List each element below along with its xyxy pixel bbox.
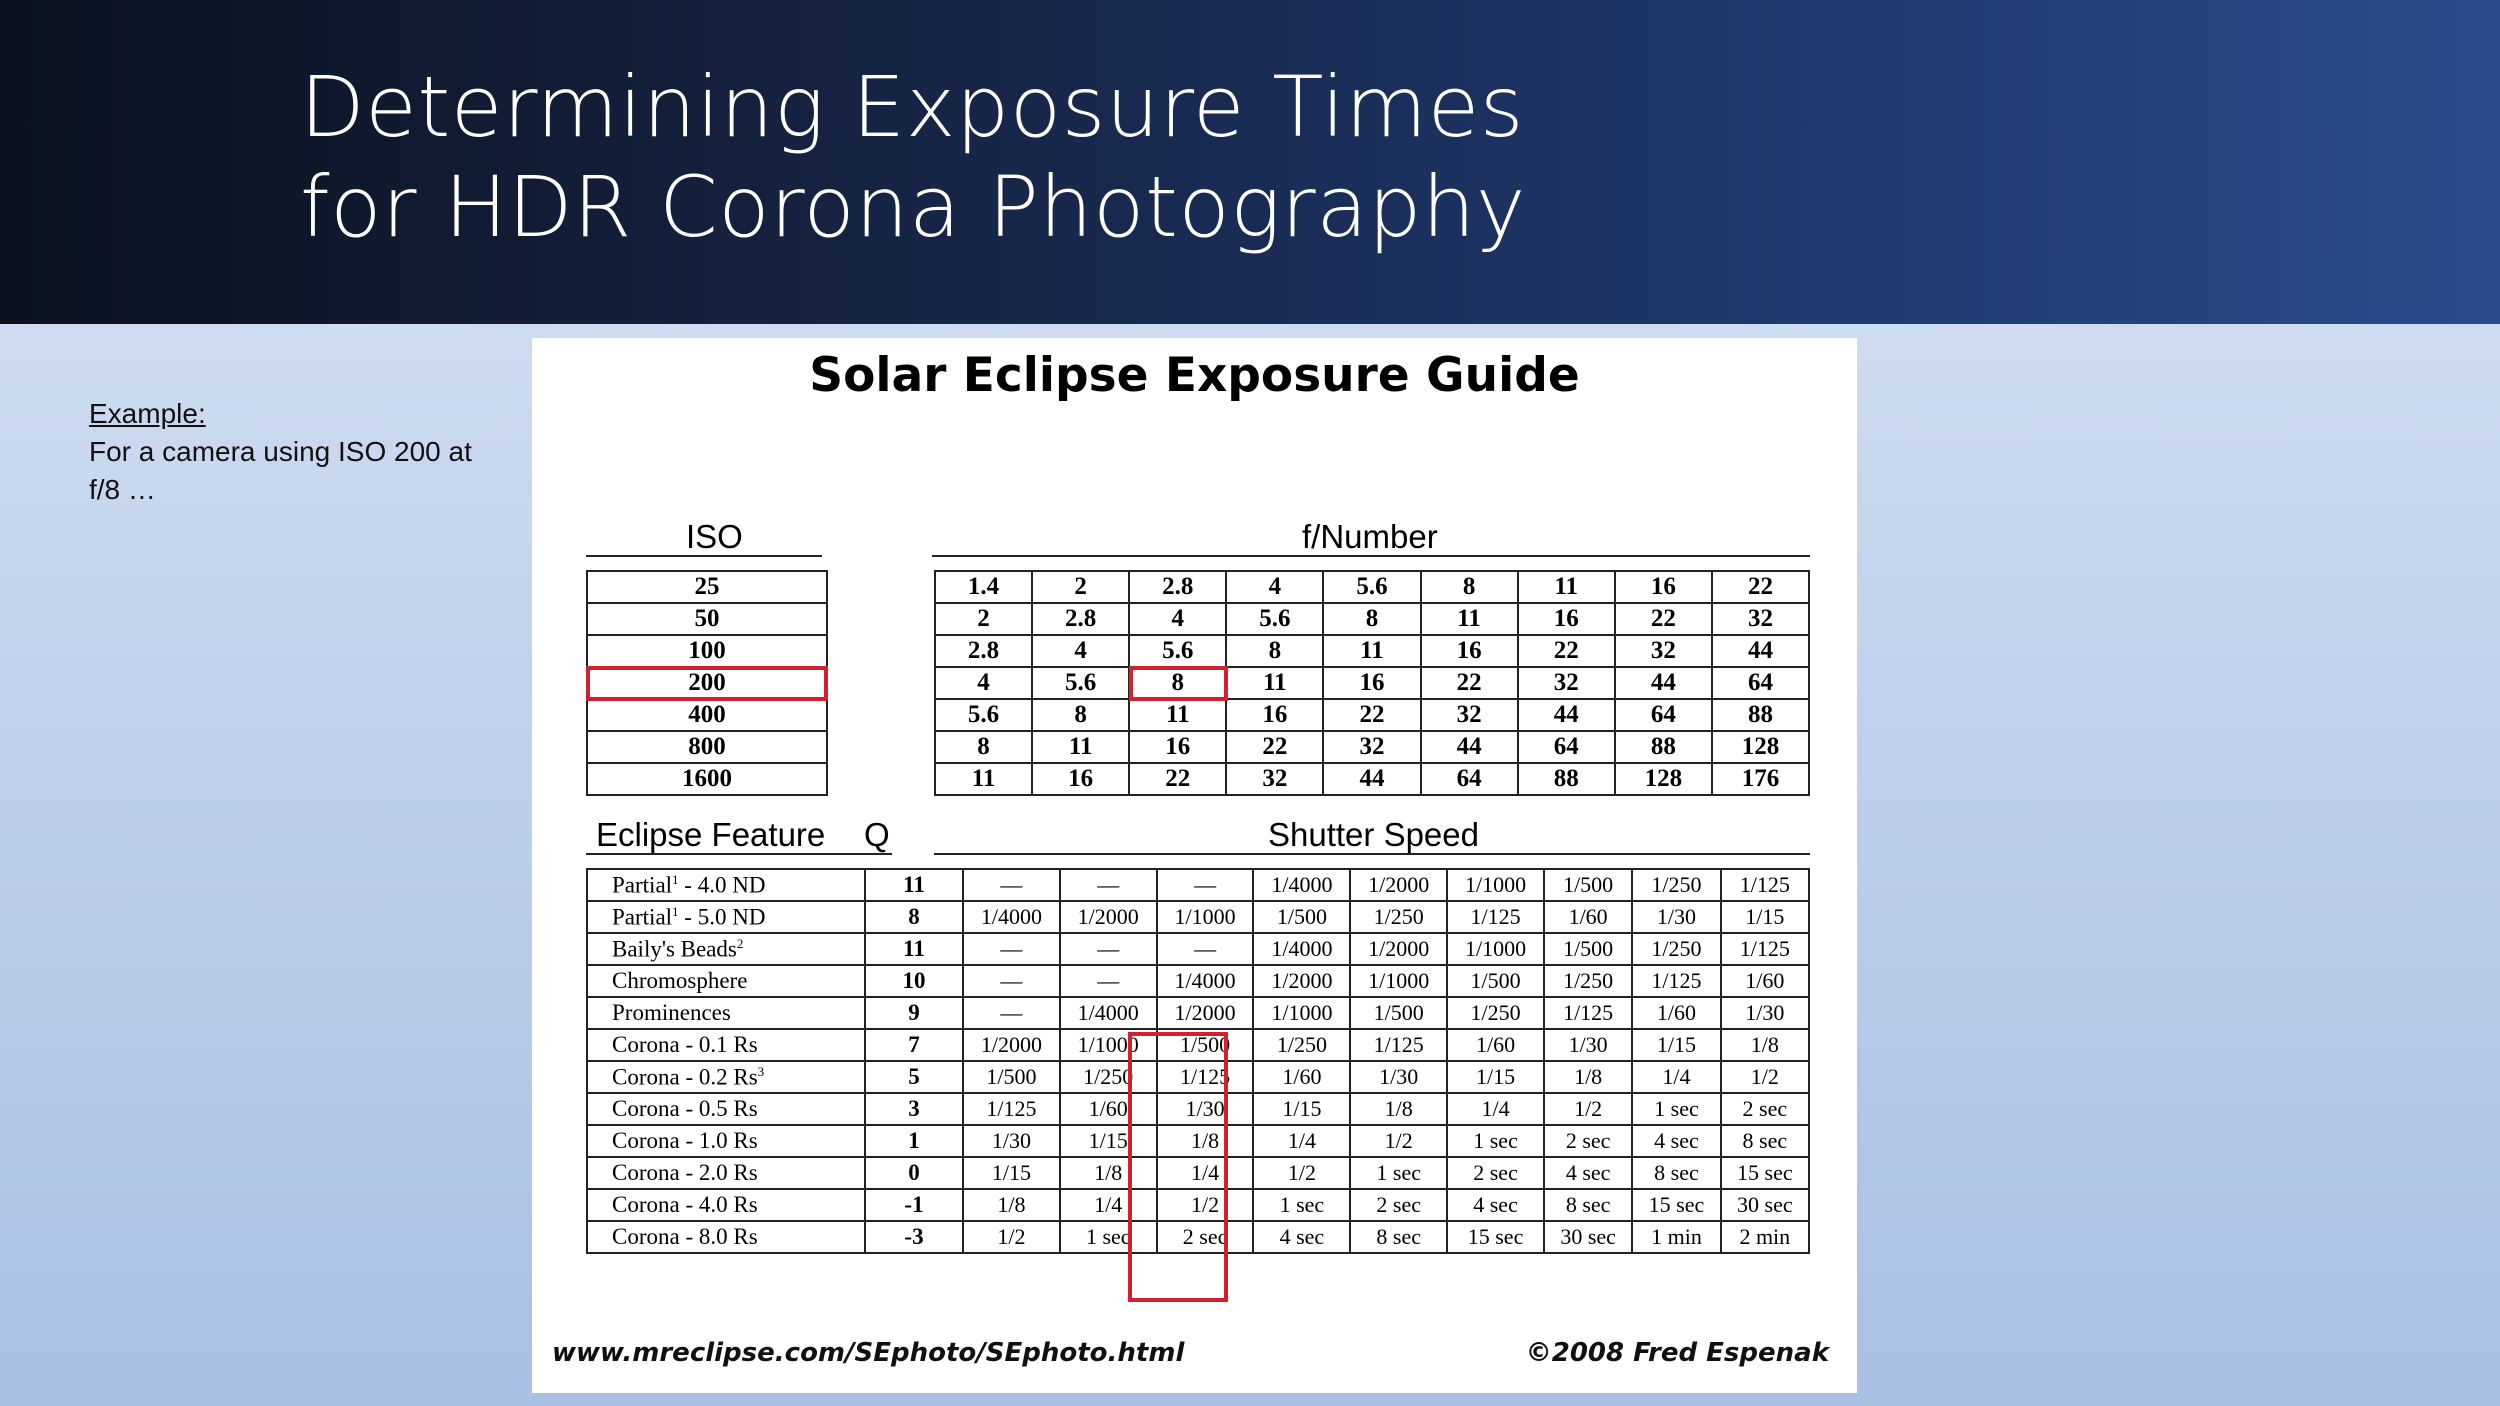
example-text: For a camera using ISO 200 at f/8 … bbox=[89, 436, 472, 505]
shutter-cell: 1/1000 bbox=[1350, 965, 1447, 997]
shutter-cell: 1/4 bbox=[1060, 1189, 1157, 1221]
shutter-cell: 4 sec bbox=[1632, 1125, 1720, 1157]
shutter-cell: 1/1000 bbox=[1157, 901, 1254, 933]
feature-name: Corona - 0.5 Rs bbox=[612, 1096, 758, 1121]
feature-rule bbox=[586, 853, 892, 855]
feature-row bbox=[587, 933, 1809, 965]
fnumber-cell: 5.6 bbox=[1032, 667, 1129, 699]
fnumber-cell: 22 bbox=[1226, 731, 1323, 763]
feature-name: Corona - 4.0 Rs bbox=[612, 1192, 758, 1217]
fnumber-cell: 88 bbox=[1712, 699, 1809, 731]
shutter-cell: 1/2000 bbox=[1253, 965, 1350, 997]
fnumber-cell: 22 bbox=[1712, 571, 1809, 603]
example-heading: Example: bbox=[89, 398, 206, 429]
fnumber-cell: 88 bbox=[1615, 731, 1712, 763]
fnumber-row bbox=[935, 571, 1809, 603]
shutter-cell: 1/125 bbox=[963, 1093, 1060, 1125]
feature-row bbox=[587, 869, 1809, 901]
shutter-cell: 2 sec bbox=[1350, 1189, 1447, 1221]
shutter-cell: 1/125 bbox=[1544, 997, 1632, 1029]
iso-cell: 800 bbox=[587, 731, 827, 763]
shutter-cell: 2 sec bbox=[1157, 1221, 1254, 1253]
shutter-cell: 1/2000 bbox=[1157, 997, 1254, 1029]
fnumber-cell: 11 bbox=[935, 763, 1032, 795]
iso-cell: 1600 bbox=[587, 763, 827, 795]
shutter-cell: 2 sec bbox=[1447, 1157, 1544, 1189]
shutter-cell: 1/15 bbox=[1060, 1125, 1157, 1157]
feature-name: Prominences bbox=[612, 1000, 731, 1025]
fnumber-cell: 4 bbox=[1032, 635, 1129, 667]
q-cell: 3 bbox=[865, 1093, 963, 1125]
fnumber-cell: 22 bbox=[1323, 699, 1420, 731]
fnumber-cell: 32 bbox=[1421, 699, 1518, 731]
shutter-cell: 2 sec bbox=[1544, 1125, 1632, 1157]
feature-suffix: - 5.0 ND bbox=[678, 904, 766, 930]
fnumber-cell: 2.8 bbox=[935, 635, 1032, 667]
shutter-cell: 1/4000 bbox=[1060, 997, 1157, 1029]
q-label: Q bbox=[864, 816, 890, 853]
fnumber-cell: 11 bbox=[1032, 731, 1129, 763]
feature-name-cell bbox=[587, 869, 865, 901]
fnumber-cell: 5.6 bbox=[1323, 571, 1420, 603]
fnumber-cell: 8 bbox=[935, 731, 1032, 763]
fnumber-cell: 1.4 bbox=[935, 571, 1032, 603]
shutter-cell: — bbox=[963, 997, 1060, 1029]
fnumber-cell: 22 bbox=[1129, 763, 1226, 795]
exposure-guide-card bbox=[532, 338, 1857, 1393]
iso-cell: 200 bbox=[587, 667, 827, 699]
shutter-cell: 1/250 bbox=[1632, 933, 1720, 965]
fnumber-cell: 11 bbox=[1226, 667, 1323, 699]
shutter-cell: 1/8 bbox=[963, 1189, 1060, 1221]
iso-row bbox=[587, 731, 827, 763]
fnumber-cell: 176 bbox=[1712, 763, 1809, 795]
feature-footnote: 1 bbox=[672, 903, 679, 919]
fnumber-cell: 4 bbox=[1129, 603, 1226, 635]
shutter-cell: 1 sec bbox=[1060, 1221, 1157, 1253]
shutter-cell: 8 sec bbox=[1632, 1157, 1720, 1189]
q-cell: 11 bbox=[865, 869, 963, 901]
shutter-cell: 1/60 bbox=[1447, 1029, 1544, 1061]
fnumber-cell: 8 bbox=[1032, 699, 1129, 731]
shutter-rule bbox=[934, 853, 1810, 855]
shutter-cell: 1/250 bbox=[1350, 901, 1447, 933]
shutter-cell: 4 sec bbox=[1544, 1157, 1632, 1189]
shutter-cell: 1/60 bbox=[1632, 997, 1720, 1029]
shutter-cell: 1/30 bbox=[1350, 1061, 1447, 1093]
fnumber-cell: 44 bbox=[1421, 731, 1518, 763]
example-note bbox=[89, 395, 489, 509]
shutter-cell: 1/500 bbox=[1157, 1029, 1254, 1061]
footer-credit: ©2008 Fred Espenak bbox=[1525, 1338, 1829, 1368]
shutter-cell: — bbox=[1060, 869, 1157, 901]
shutter-cell: 1/125 bbox=[1632, 965, 1720, 997]
feature-name: Chromosphere bbox=[612, 968, 748, 993]
fnumber-cell: 44 bbox=[1518, 699, 1615, 731]
shutter-label: Shutter Speed bbox=[1268, 816, 1479, 853]
fnumber-cell: 22 bbox=[1421, 667, 1518, 699]
shutter-cell: 1/4000 bbox=[963, 901, 1060, 933]
shutter-cell: 1 sec bbox=[1632, 1093, 1720, 1125]
iso-row bbox=[587, 635, 827, 667]
shutter-cell: 1/500 bbox=[1544, 933, 1632, 965]
shutter-cell: 1/1000 bbox=[1447, 869, 1544, 901]
shutter-cell: 15 sec bbox=[1632, 1189, 1720, 1221]
feature-footnote: 3 bbox=[757, 1063, 765, 1079]
fnumber-cell: 32 bbox=[1518, 667, 1615, 699]
slide-title-line-1: Determining Exposure Times bbox=[300, 58, 1525, 156]
shutter-cell: 1/15 bbox=[1447, 1061, 1544, 1093]
feature-row bbox=[587, 1221, 1809, 1253]
shutter-cell: 1/15 bbox=[1253, 1093, 1350, 1125]
feature-name: Partial bbox=[612, 872, 673, 898]
fnumber-cell: 11 bbox=[1421, 603, 1518, 635]
shutter-cell: 1/4000 bbox=[1253, 869, 1350, 901]
feature-name: Corona - 2.0 Rs bbox=[612, 1160, 758, 1185]
fnumber-cell: 2.8 bbox=[1032, 603, 1129, 635]
fnumber-row bbox=[935, 731, 1809, 763]
iso-row bbox=[587, 667, 827, 699]
shutter-cell: — bbox=[1060, 933, 1157, 965]
iso-row bbox=[587, 699, 827, 731]
fnumber-cell: 8 bbox=[1421, 571, 1518, 603]
q-cell: 9 bbox=[865, 997, 963, 1029]
iso-table bbox=[586, 570, 828, 796]
fnumber-cell: 16 bbox=[1518, 603, 1615, 635]
shutter-cell: 1/2 bbox=[963, 1221, 1060, 1253]
feature-name: Corona - 0.2 Rs bbox=[612, 1064, 758, 1090]
shutter-cell: 1/125 bbox=[1350, 1029, 1447, 1061]
shutter-cell: 1/1000 bbox=[1447, 933, 1544, 965]
shutter-cell: 1/60 bbox=[1544, 901, 1632, 933]
shutter-cell: — bbox=[963, 869, 1060, 901]
shutter-cell: 1/60 bbox=[1253, 1061, 1350, 1093]
shutter-cell: 30 sec bbox=[1544, 1221, 1632, 1253]
feature-name: Corona - 8.0 Rs bbox=[612, 1224, 758, 1249]
feature-label: Eclipse Feature bbox=[596, 816, 826, 853]
q-cell: -1 bbox=[865, 1189, 963, 1221]
iso-row bbox=[587, 603, 827, 635]
shutter-cell: 1 sec bbox=[1350, 1157, 1447, 1189]
shutter-cell: 1/30 bbox=[1632, 901, 1720, 933]
shutter-cell: 1/8 bbox=[1544, 1061, 1632, 1093]
slide-header bbox=[0, 0, 2500, 324]
fnumber-cell: 64 bbox=[1518, 731, 1615, 763]
q-cell: 11 bbox=[865, 933, 963, 965]
shutter-cell: 1/250 bbox=[1060, 1061, 1157, 1093]
shutter-cell: 1/2 bbox=[1544, 1093, 1632, 1125]
feature-row bbox=[587, 965, 1809, 997]
fnumber-rule bbox=[932, 555, 1810, 557]
fnumber-cell: 16 bbox=[1032, 763, 1129, 795]
shutter-cell: 1 sec bbox=[1253, 1189, 1350, 1221]
fnumber-table bbox=[934, 570, 1810, 796]
fnumber-label: f/Number bbox=[1302, 518, 1438, 555]
feature-name-cell bbox=[587, 1061, 865, 1093]
q-cell: 1 bbox=[865, 1125, 963, 1157]
shutter-cell: 1/4 bbox=[1632, 1061, 1720, 1093]
fnumber-cell: 128 bbox=[1615, 763, 1712, 795]
shutter-cell: 1/8 bbox=[1157, 1125, 1254, 1157]
fnumber-cell: 64 bbox=[1712, 667, 1809, 699]
shutter-cell: 4 sec bbox=[1447, 1189, 1544, 1221]
fnumber-row bbox=[935, 699, 1809, 731]
feature-name-cell bbox=[587, 965, 865, 997]
fnumber-cell: 2.8 bbox=[1129, 571, 1226, 603]
shutter-cell: 1/8 bbox=[1060, 1157, 1157, 1189]
shutter-cell: 15 sec bbox=[1721, 1157, 1809, 1189]
shutter-cell: 1/500 bbox=[1447, 965, 1544, 997]
shutter-cell: — bbox=[1157, 869, 1254, 901]
shutter-table bbox=[586, 868, 1810, 1254]
shutter-cell: 1 min bbox=[1632, 1221, 1720, 1253]
shutter-cell: 1/250 bbox=[1544, 965, 1632, 997]
fnumber-cell: 22 bbox=[1518, 635, 1615, 667]
feature-row bbox=[587, 901, 1809, 933]
shutter-cell: 1/30 bbox=[1544, 1029, 1632, 1061]
shutter-cell: 1/125 bbox=[1721, 869, 1809, 901]
fnumber-cell: 44 bbox=[1323, 763, 1420, 795]
feature-row bbox=[587, 1157, 1809, 1189]
shutter-cell: — bbox=[1060, 965, 1157, 997]
shutter-cell: 1/15 bbox=[963, 1157, 1060, 1189]
fnumber-cell: 2 bbox=[1032, 571, 1129, 603]
feature-name-cell bbox=[587, 901, 865, 933]
fnumber-cell: 11 bbox=[1518, 571, 1615, 603]
shutter-cell: 1/2 bbox=[1157, 1189, 1254, 1221]
feature-row bbox=[587, 997, 1809, 1029]
shutter-cell: 1/1000 bbox=[1253, 997, 1350, 1029]
fnumber-cell: 32 bbox=[1712, 603, 1809, 635]
shutter-cell: 1/30 bbox=[963, 1125, 1060, 1157]
feature-name-cell bbox=[587, 1029, 865, 1061]
shutter-cell: 2 sec bbox=[1721, 1093, 1809, 1125]
q-cell: 0 bbox=[865, 1157, 963, 1189]
shutter-cell: 1/250 bbox=[1632, 869, 1720, 901]
shutter-cell: 1/2000 bbox=[1350, 933, 1447, 965]
q-cell: -3 bbox=[865, 1221, 963, 1253]
shutter-cell: 1/2 bbox=[1350, 1125, 1447, 1157]
feature-name-cell bbox=[587, 1221, 865, 1253]
shutter-cell: 1/8 bbox=[1721, 1029, 1809, 1061]
fnumber-cell: 4 bbox=[935, 667, 1032, 699]
shutter-cell: 8 sec bbox=[1350, 1221, 1447, 1253]
fnumber-cell: 64 bbox=[1615, 699, 1712, 731]
iso-row bbox=[587, 763, 827, 795]
shutter-cell: 8 sec bbox=[1544, 1189, 1632, 1221]
feature-name: Baily's Beads bbox=[612, 936, 737, 962]
iso-cell: 400 bbox=[587, 699, 827, 731]
shutter-cell: 4 sec bbox=[1253, 1221, 1350, 1253]
iso-cell: 25 bbox=[587, 571, 827, 603]
fnumber-cell: 32 bbox=[1323, 731, 1420, 763]
q-cell: 8 bbox=[865, 901, 963, 933]
shutter-cell: 1/500 bbox=[963, 1061, 1060, 1093]
feature-row bbox=[587, 1093, 1809, 1125]
feature-row bbox=[587, 1029, 1809, 1061]
iso-cell: 100 bbox=[587, 635, 827, 667]
shutter-cell: — bbox=[963, 933, 1060, 965]
feature-footnote: 1 bbox=[672, 871, 679, 887]
fnumber-cell: 16 bbox=[1323, 667, 1420, 699]
feature-name-cell bbox=[587, 933, 865, 965]
iso-cell: 50 bbox=[587, 603, 827, 635]
fnumber-cell: 128 bbox=[1712, 731, 1809, 763]
shutter-cell: — bbox=[1157, 933, 1254, 965]
shutter-cell: 1/500 bbox=[1350, 997, 1447, 1029]
fnumber-cell: 8 bbox=[1226, 635, 1323, 667]
shutter-cell: 1/250 bbox=[1253, 1029, 1350, 1061]
shutter-cell: 2 min bbox=[1721, 1221, 1809, 1253]
iso-row bbox=[587, 571, 827, 603]
fnumber-cell: 32 bbox=[1615, 635, 1712, 667]
fnumber-cell: 44 bbox=[1615, 667, 1712, 699]
shutter-cell: 1/4 bbox=[1447, 1093, 1544, 1125]
feature-name-cell bbox=[587, 1157, 865, 1189]
shutter-cell: 15 sec bbox=[1447, 1221, 1544, 1253]
q-cell: 5 bbox=[865, 1061, 963, 1093]
footer-url: www.mreclipse.com/SEphoto/SEphoto.html bbox=[552, 1338, 1185, 1368]
fnumber-row bbox=[935, 763, 1809, 795]
shutter-cell: 1/4000 bbox=[1253, 933, 1350, 965]
fnumber-cell: 11 bbox=[1129, 699, 1226, 731]
fnumber-cell: 32 bbox=[1226, 763, 1323, 795]
fnumber-cell: 88 bbox=[1518, 763, 1615, 795]
iso-rule bbox=[586, 555, 822, 557]
shutter-cell: 1/500 bbox=[1544, 869, 1632, 901]
fnumber-row bbox=[935, 667, 1809, 699]
fnumber-cell: 4 bbox=[1226, 571, 1323, 603]
shutter-cell: 1/2000 bbox=[963, 1029, 1060, 1061]
guide-title: Solar Eclipse Exposure Guide bbox=[809, 348, 1580, 403]
fnumber-cell: 16 bbox=[1615, 571, 1712, 603]
iso-label: ISO bbox=[686, 518, 743, 555]
shutter-cell: 1/2000 bbox=[1350, 869, 1447, 901]
shutter-cell: 1/30 bbox=[1721, 997, 1809, 1029]
shutter-cell: 1/1000 bbox=[1060, 1029, 1157, 1061]
feature-footnote: 2 bbox=[736, 935, 744, 951]
feature-name: Corona - 1.0 Rs bbox=[612, 1128, 758, 1153]
feature-name-cell bbox=[587, 1125, 865, 1157]
shutter-cell: 1/250 bbox=[1447, 997, 1544, 1029]
shutter-cell: 1/15 bbox=[1721, 901, 1809, 933]
q-cell: 10 bbox=[865, 965, 963, 997]
shutter-cell: 1/30 bbox=[1157, 1093, 1254, 1125]
feature-name-cell bbox=[587, 997, 865, 1029]
fnumber-cell: 44 bbox=[1712, 635, 1809, 667]
shutter-cell: 1/60 bbox=[1060, 1093, 1157, 1125]
shutter-cell: 1/8 bbox=[1350, 1093, 1447, 1125]
feature-row bbox=[587, 1061, 1809, 1093]
fnumber-row bbox=[935, 635, 1809, 667]
shutter-cell: 1/125 bbox=[1447, 901, 1544, 933]
fnumber-cell: 16 bbox=[1129, 731, 1226, 763]
fnumber-cell: 5.6 bbox=[1129, 635, 1226, 667]
shutter-cell: 1/4000 bbox=[1157, 965, 1254, 997]
fnumber-cell: 5.6 bbox=[1226, 603, 1323, 635]
fnumber-cell: 22 bbox=[1615, 603, 1712, 635]
fnumber-cell: 5.6 bbox=[935, 699, 1032, 731]
fnumber-cell: 8 bbox=[1323, 603, 1420, 635]
shutter-cell: 1/15 bbox=[1632, 1029, 1720, 1061]
fnumber-cell: 2 bbox=[935, 603, 1032, 635]
fnumber-cell: 11 bbox=[1323, 635, 1420, 667]
shutter-cell: 1 sec bbox=[1447, 1125, 1544, 1157]
feature-name-cell bbox=[587, 1093, 865, 1125]
shutter-cell: 1/125 bbox=[1721, 933, 1809, 965]
slide-title-line-2: for HDR Corona Photography bbox=[300, 158, 1526, 256]
shutter-cell: 1/2 bbox=[1721, 1061, 1809, 1093]
shutter-cell: 1/60 bbox=[1721, 965, 1809, 997]
fnumber-cell: 16 bbox=[1226, 699, 1323, 731]
feature-row bbox=[587, 1189, 1809, 1221]
feature-name-cell bbox=[587, 1189, 865, 1221]
feature-name: Partial bbox=[612, 904, 673, 930]
feature-suffix: - 4.0 ND bbox=[678, 872, 766, 898]
fnumber-cell: 8 bbox=[1129, 667, 1226, 699]
shutter-cell: 1/500 bbox=[1253, 901, 1350, 933]
shutter-cell: 1/4 bbox=[1157, 1157, 1254, 1189]
fnumber-row bbox=[935, 603, 1809, 635]
shutter-cell: — bbox=[963, 965, 1060, 997]
fnumber-cell: 64 bbox=[1421, 763, 1518, 795]
fnumber-cell: 16 bbox=[1421, 635, 1518, 667]
shutter-cell: 8 sec bbox=[1721, 1125, 1809, 1157]
shutter-cell: 1/2000 bbox=[1060, 901, 1157, 933]
feature-row bbox=[587, 1125, 1809, 1157]
shutter-cell: 30 sec bbox=[1721, 1189, 1809, 1221]
shutter-cell: 1/2 bbox=[1253, 1157, 1350, 1189]
q-cell: 7 bbox=[865, 1029, 963, 1061]
shutter-cell: 1/4 bbox=[1253, 1125, 1350, 1157]
shutter-cell: 1/125 bbox=[1157, 1061, 1254, 1093]
feature-name: Corona - 0.1 Rs bbox=[612, 1032, 758, 1057]
